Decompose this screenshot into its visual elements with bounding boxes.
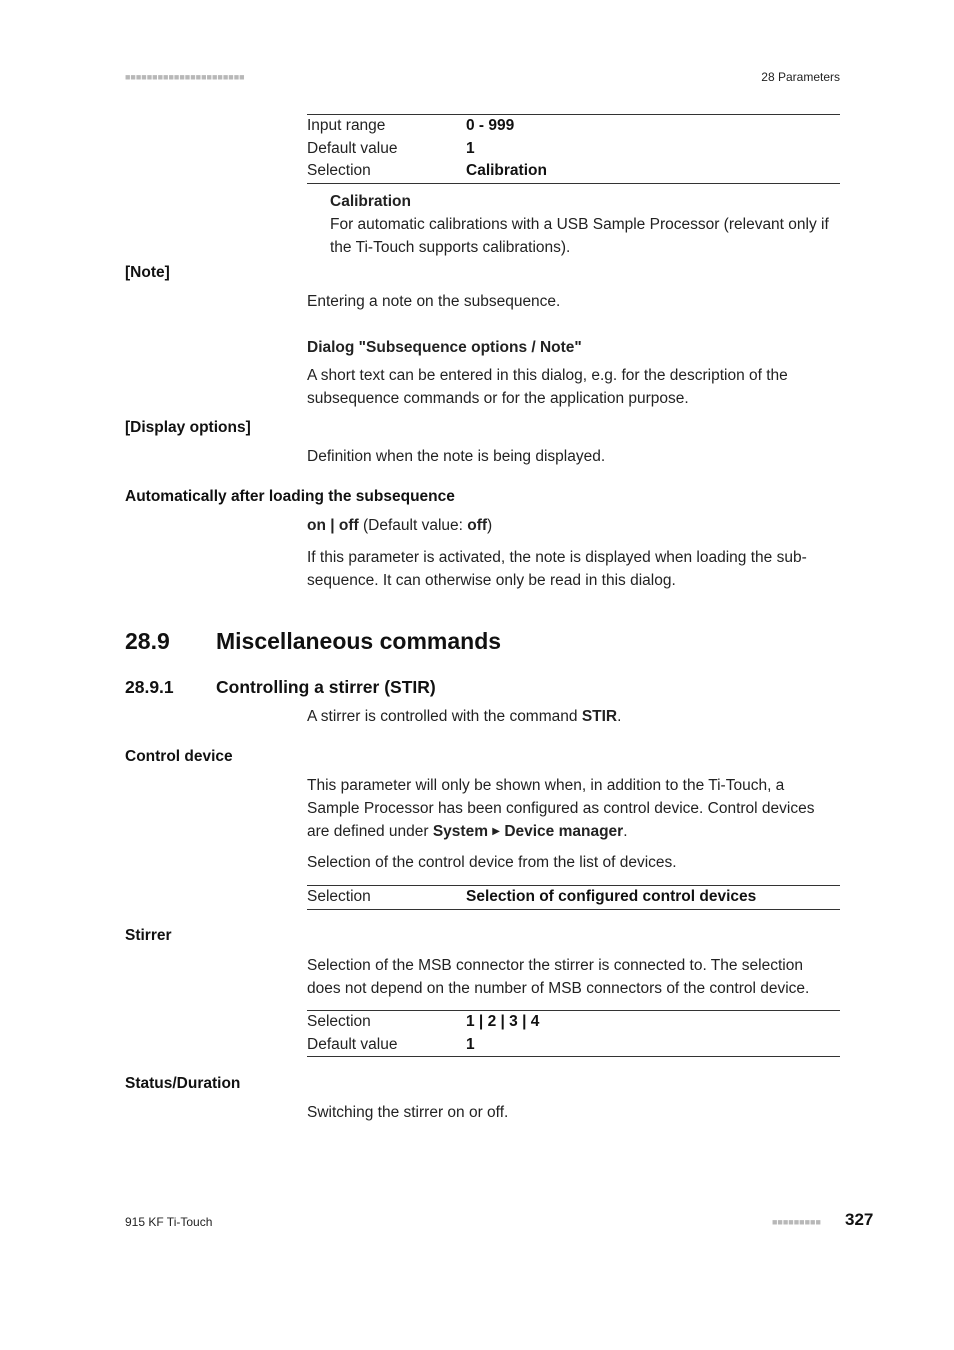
table-row bbox=[307, 886, 840, 909]
control-device-text bbox=[307, 774, 840, 843]
table-row bbox=[307, 115, 840, 138]
footer-product: 915 KF Ti-Touch bbox=[125, 1215, 213, 1229]
header-decoration: ■■■■■■■■■■■■■■■■■■■■■■ bbox=[125, 72, 245, 82]
table-row bbox=[307, 138, 840, 161]
table-value: 0 - 999 bbox=[466, 117, 515, 135]
subsection-title: Controlling a stirrer (STIR) bbox=[216, 677, 436, 697]
auto-load-label: Automatically after loading the subsequence bbox=[125, 488, 455, 505]
table-key: Input range bbox=[307, 117, 386, 135]
running-header-chapter: 28 Parameters bbox=[761, 70, 840, 84]
table-value: Selection of configured control devices bbox=[466, 888, 757, 906]
status-duration-label: Status/Duration bbox=[125, 1075, 241, 1092]
subsection-number: 28.9.1 bbox=[125, 677, 174, 697]
table-key: Default value bbox=[307, 139, 398, 157]
table-value: 1 | 2 | 3 | 4 bbox=[466, 1013, 540, 1031]
control-device-table bbox=[307, 885, 840, 910]
section-number: 28.9 bbox=[125, 628, 170, 654]
stirrer-text: Selection of the MSB connector the stirrer is connected to. The selection does not depend on the number of MSB connectors of the control device. bbox=[307, 957, 810, 997]
status-duration-text: Switching the stirrer on or off. bbox=[307, 1104, 509, 1121]
control-device-label: Control device bbox=[125, 748, 233, 765]
dialog-title: Dialog "Subsequence options / Note" bbox=[307, 339, 582, 356]
subsection-heading bbox=[125, 677, 436, 698]
path-suffix: . bbox=[623, 823, 628, 840]
default-prefix: (Default value: bbox=[358, 517, 468, 534]
control-device-desc: This parameter will only be shown when, in addition to the Ti-Touch, a Sample Processor has been configured as control device. Control devices are defined under bbox=[307, 777, 815, 840]
table-key: Selection bbox=[307, 162, 371, 180]
calibration-term: Calibration bbox=[330, 193, 411, 210]
note-text: Entering a note on the subsequence. bbox=[307, 293, 561, 310]
footer-decoration: ■■■■■■■■■ bbox=[772, 1217, 821, 1227]
intro-text: A stirrer is controlled with the command bbox=[307, 708, 582, 725]
command-name: STIR bbox=[581, 708, 618, 725]
parameter-table-1 bbox=[307, 114, 840, 184]
menu-path-device-manager: Device manager bbox=[504, 823, 624, 840]
control-device-text-2: Selection of the control device from the list of devices. bbox=[307, 854, 677, 871]
table-value: 1 bbox=[466, 139, 475, 157]
note-label: [Note] bbox=[125, 264, 170, 281]
dialog-description: A short text can be entered in this dialog, e.g. for the description of the subsequence commands or for the application purpose. bbox=[307, 367, 788, 407]
display-options-text: Definition when the note is being displayed. bbox=[307, 448, 606, 465]
calibration-description: For automatic calibrations with a USB Sample Processor (relevant only if the Ti-Touch supports calibrations). bbox=[330, 216, 829, 256]
on-off-options: on | off bbox=[307, 517, 359, 534]
display-options-label: [Display options] bbox=[125, 419, 251, 436]
table-value: 1 bbox=[466, 1035, 475, 1053]
menu-path-system: System bbox=[432, 823, 488, 840]
table-row bbox=[307, 1011, 840, 1034]
stirrer-table bbox=[307, 1010, 840, 1057]
section-heading bbox=[125, 628, 501, 655]
stirrer-label: Stirrer bbox=[125, 927, 172, 944]
table-value: Calibration bbox=[466, 162, 547, 180]
section-title: Miscellaneous commands bbox=[216, 628, 502, 654]
table-row bbox=[307, 160, 840, 183]
auto-load-text: If this parameter is activated, the note is displayed when loading the subsequence. It can otherwise only be read in this dialog. bbox=[307, 549, 807, 589]
subsection-intro bbox=[307, 705, 840, 728]
auto-load-options bbox=[307, 514, 840, 537]
table-key: Selection bbox=[307, 1013, 371, 1031]
table-row bbox=[307, 1034, 840, 1057]
intro-suffix: . bbox=[617, 708, 622, 725]
table-key: Selection bbox=[307, 888, 371, 906]
default-suffix: ) bbox=[487, 517, 493, 534]
default-value: off bbox=[467, 517, 488, 534]
page-number: 327 bbox=[845, 1210, 874, 1229]
path-arrow-icon: ▶ bbox=[492, 826, 500, 837]
table-key: Default value bbox=[307, 1035, 398, 1053]
